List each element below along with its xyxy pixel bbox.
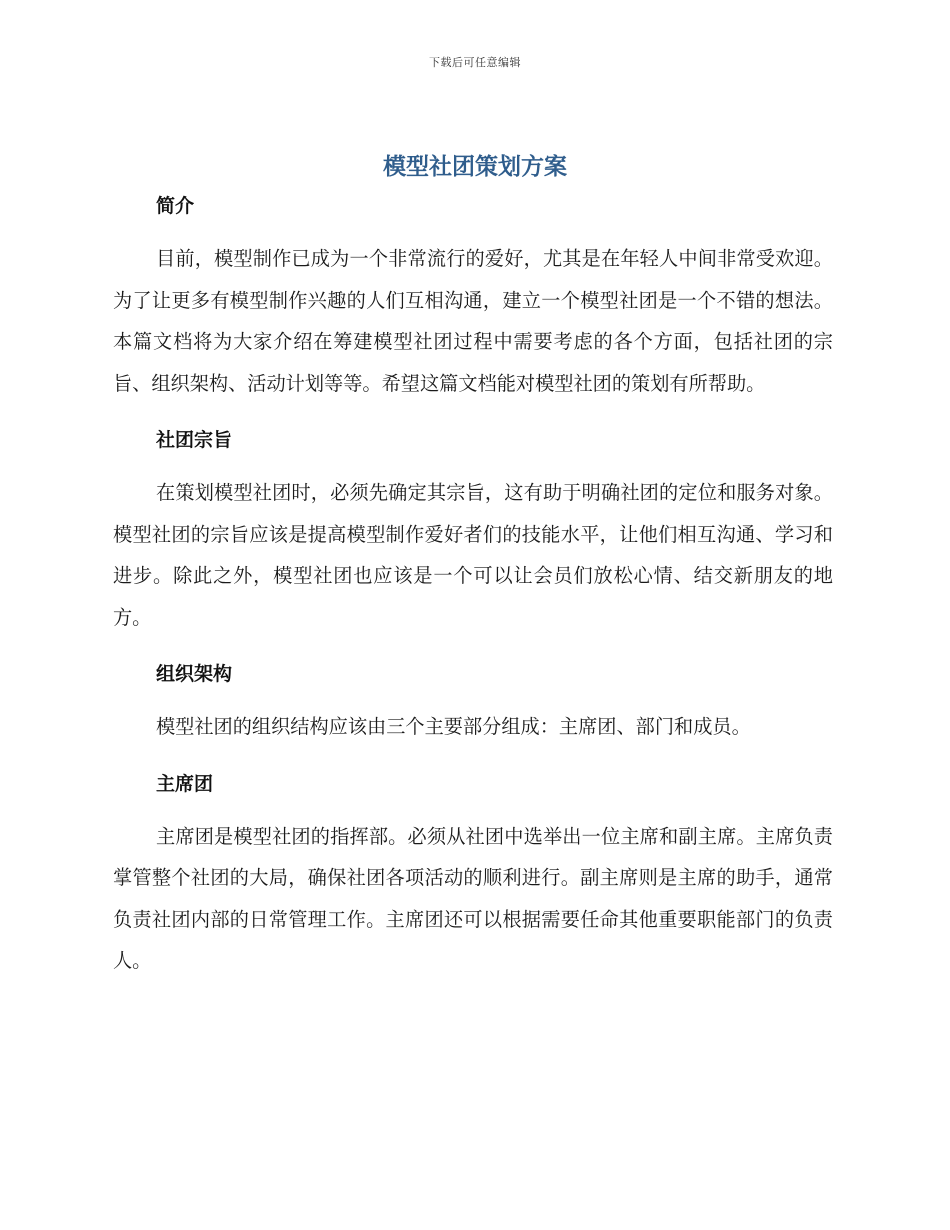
section-heading-structure: 组织架构 <box>156 663 233 685</box>
section-paragraph-structure: 模型社团的组织结构应该由三个主要部分组成：主席团、部门和成员。 <box>156 715 751 738</box>
section-heading-presidium: 主席团 <box>156 772 214 795</box>
section-structure <box>113 658 833 768</box>
section-heading-intro: 简介 <box>156 195 195 217</box>
section-purpose <box>113 424 833 658</box>
section-heading-purpose: 社团宗旨 <box>156 429 233 451</box>
section-paragraph-purpose: 在策划模型社团时，必须先确定其宗旨，这有助于明确社团的定位和服务对象。模型社团的宗旨应该是提高模型制作爱好者们的技能水平，让他们相互沟通、学习和进步。除此之外，模型社团也应该是一个可以让会员们放松心情、结交新朋友的地方。 <box>113 481 833 629</box>
section-paragraph-presidium: 主席团是模型社团的指挥部。必须从社团中选举出一位主席和副主席。主席负责掌管整个社团的大局，确保社团各项活动的顺利进行。副主席则是主席的助手，通常负责社团内部的日常管理工作。主席团还可以根据需要任命其他重要职能部门的负责人。 <box>113 824 833 972</box>
header-note: 下载后可任意编辑 <box>429 56 521 69</box>
section-paragraph-intro: 目前，模型制作已成为一个非常流行的爱好，尤其是在年轻人中间非常受欢迎。为了让更多有模型制作兴趣的人们互相沟通，建立一个模型社团是一个不错的想法。本篇文档将为大家介绍在筹建模型社团过程中需要考虑的各个方面，包括社团的宗旨、组织架构、活动计划等等。希望这篇文档能对模型社团的策划有所帮助。 <box>113 247 833 395</box>
document-body <box>113 190 833 982</box>
section-presidium <box>113 768 833 982</box>
document-title: 模型社团策划方案 <box>383 154 567 180</box>
section-intro <box>113 190 833 424</box>
